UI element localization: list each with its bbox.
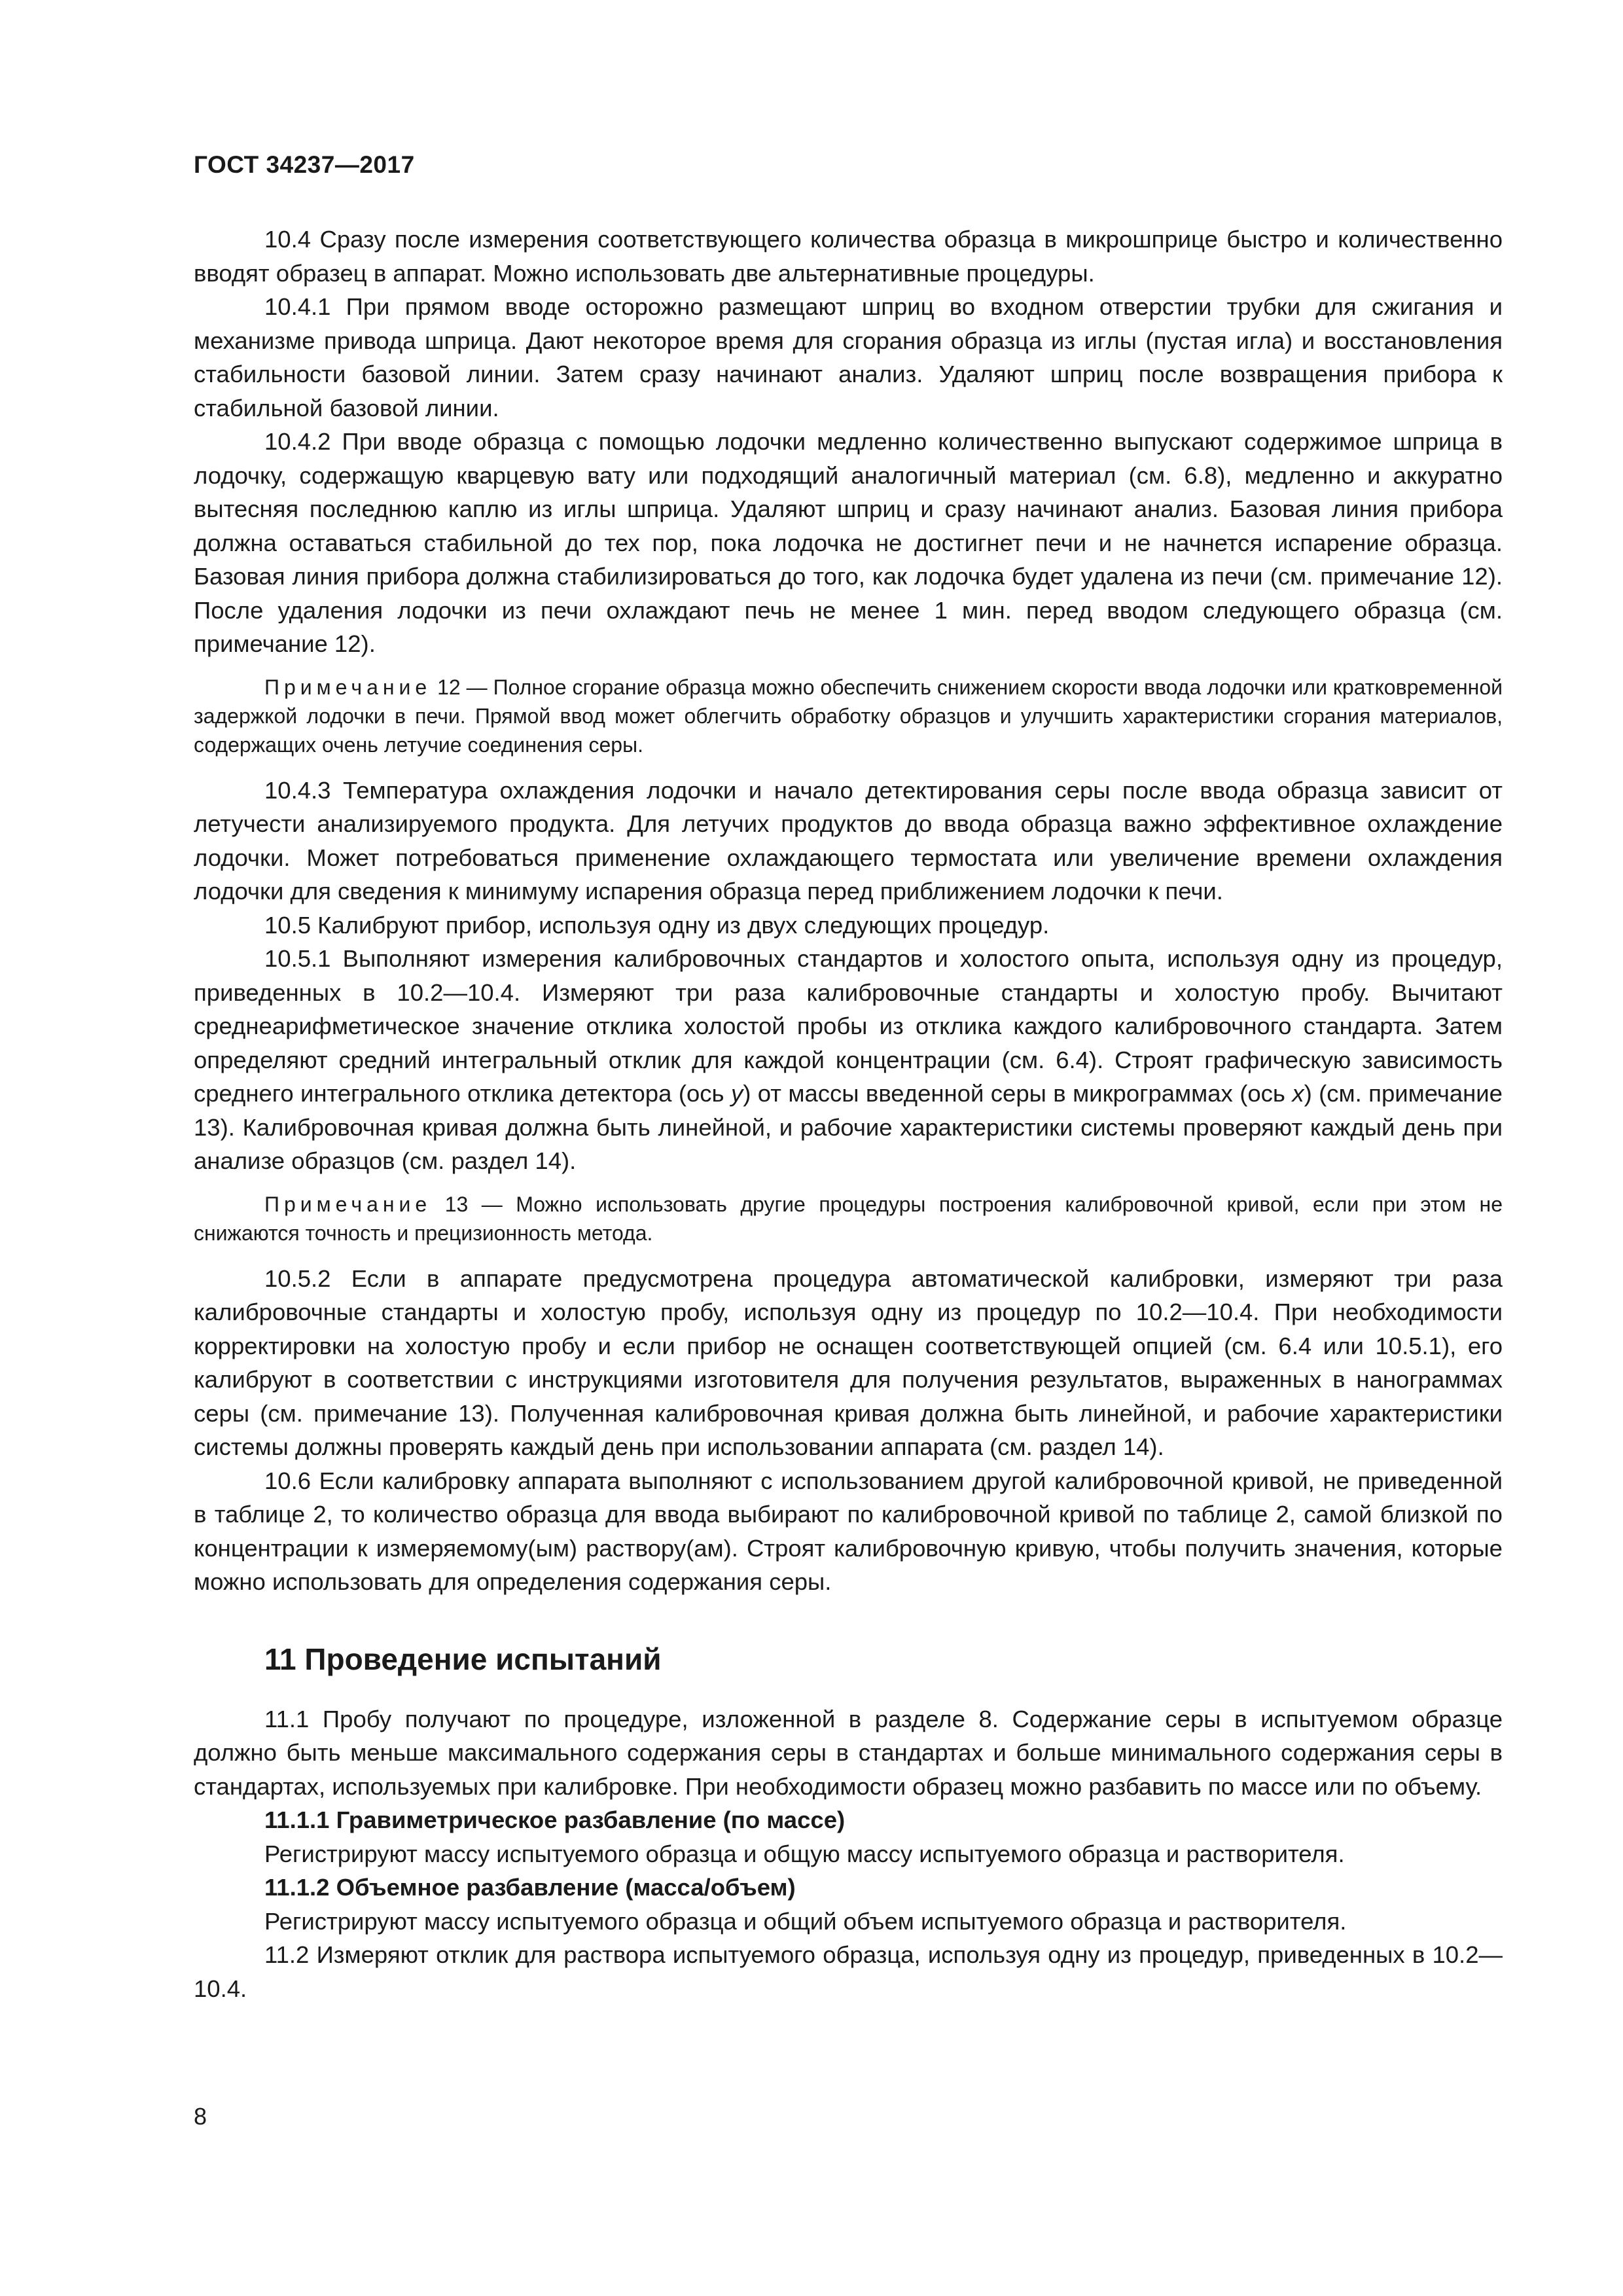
note-12-text: 12 — Полное сгорание образца можно обеспечить снижением скорости ввода лодочки или кратковременной задержкой лодочки в печи. Прямой ввод может облегчить обработку образцов и улучшить характеристики сгорания материалов, содержащих очень летучие соединения серы. [194, 675, 1503, 757]
paragraph-10-4-2: 10.4.2 При вводе образца с помощью лодочки медленно количественно выпускают содержимое шприца в лодочку, содержащую кварцевую вату или подходящий аналогичный материал (см. 6.8), медленно и аккуратно вытесняя последнюю каплю из иглы шприца. Удаляют шприц и сразу начинают анализ. Базовая линия прибора должна оставаться стабильной до тех пор, пока лодочка не достигнет печи и не начнется испарение образца. Базовая линия прибора должна стабилизироваться до того, как лодочка будет удалена из печи (см. примечание 12). После удаления лодочки из печи охлаждают печь не менее 1 мин. перед вводом следующего образца (см. примечание 12). [194, 428, 1503, 657]
paragraph-10-6: 10.6 Если калибровку аппарата выполняют с использованием другой калибровочной кривой, не приведенной в таблице 2, то количество образца для ввода выбирают по калибровочной кривой по таблице 2, самой близкой по концентрации к измеряемому(ым) раствору(ам). Строят калибровочную кривую, чтобы получить значения, которые можно использовать для определения содержания серы. [194, 1467, 1503, 1595]
paragraph-10-5-1-part-c: ) (см. примечание 13). Калибровочная кривая должна быть линейной, и рабочие характеристики системы проверяют каждый день при анализе образцов (см. раздел 14). [194, 1080, 1503, 1174]
document-header: ГОСТ 34237—2017 [194, 151, 415, 178]
paragraph-11-1-1-title: 11.1.1 Гравиметрическое разбавление (по массе) [264, 1806, 846, 1833]
page-content [194, 223, 1503, 2005]
note-12 [194, 673, 1503, 759]
paragraph-11-1-2-text: Регистрируют массу испытуемого образца и общий объем испытуемого образца и растворителя. [264, 1907, 1347, 1935]
paragraph-10-5-1-part-b: ) от массы введенной серы в микрограммах (ось [743, 1080, 1293, 1107]
paragraph-11-1: 11.1 Пробу получают по процедуре, изложенной в разделе 8. Содержание серы в испытуемом образце должно быть меньше максимального содержания серы в стандартах и больше минимального содержания серы в стандартах, используемых при калибровке. При необходимости образец можно разбавить по массе или по объему. [194, 1705, 1503, 1800]
axis-y-symbol: y [730, 1080, 743, 1107]
note-13-text: 13 — Можно использовать другие процедуры построения калибровочной кривой, если при этом не снижаются точность и прецизионность метода. [194, 1192, 1503, 1245]
note-12-label: Примечание [264, 675, 432, 699]
paragraph-11-2: 11.2 Измеряют отклик для раствора испытуемого образца, используя одну из процедур, приведенных в 10.2—10.4. [194, 1941, 1503, 2002]
paragraph-10-4-1: 10.4.1 При прямом вводе осторожно размещают шприц во входном отверстии трубки для сжигания и механизме привода шприца. Дают некоторое время для сгорания образца из иглы (пустая игла) и восстановления стабильности базовой линии. Затем сразу начинают анализ. Удаляют шприц после возвращения прибора к стабильной базовой линии. [194, 293, 1503, 422]
paragraph-10-5-2: 10.5.2 Если в аппарате предусмотрена процедура автоматической калибровки, измеряют три раза калибровочные стандарты и холостую пробу, используя одну из процедур по 10.2—10.4. При необходимости корректировки на холостую пробу и если прибор не оснащен соответствующей опцией (см. 6.4 или 10.5.1), его калибруют в соответствии с инструкциями изготовителя для получения результатов, выраженных в нанограммах серы (см. примечание 13). Полученная калибровочная кривая должна быть линейной, и рабочие характеристики системы должны проверять каждый день при использовании аппарата (см. раздел 14). [194, 1265, 1503, 1460]
paragraph-10-4-3: 10.4.3 Температура охлаждения лодочки и начало детектирования серы после ввода образца зависит от летучести анализируемого продукта. Для летучих продуктов до ввода образца важно эффективное охлаждение лодочки. Может потребоваться применение охлаждающего термостата или увеличение времени охлаждения лодочки для сведения к минимуму испарения образца перед приближением лодочки к печи. [194, 776, 1503, 905]
paragraph-11-1-1-text: Регистрируют массу испытуемого образца и общую массу испытуемого образца и растворителя. [264, 1840, 1345, 1867]
paragraph-10-5: 10.5 Калибруют прибор, используя одну из двух следующих процедур. [264, 911, 1050, 939]
paragraph-10-5-1-part-a: 10.5.1 Выполняют измерения калибровочных стандартов и холостого опыта, используя одну из процедур, приведенных в 10.2—10.4. Измеряют три раза калибровочные стандарты и холостую пробу. Вычитают среднеарифметическое значение отклика холостой пробы из отклика каждого калибровочного стандарта. Затем определяют средний интегральный отклик для каждой концентрации (см. 6.4). Строят графическую зависимость среднего интегрального отклика детектора (ось [194, 945, 1503, 1107]
note-13-label: Примечание [264, 1192, 432, 1216]
section-11-title: 11 Проведение испытаний [264, 1641, 662, 1676]
page-number: 8 [194, 2103, 207, 2130]
axis-x-symbol: x [1292, 1080, 1304, 1107]
paragraph-10-5-1 [194, 942, 1503, 1178]
paragraph-10-4: 10.4 Сразу после измерения соответствующего количества образца в микрошприце быстро и количественно вводят образец в аппарат. Можно использовать две альтернативные процедуры. [194, 226, 1503, 287]
paragraph-11-1-2-title: 11.1.2 Объемное разбавление (масса/объем) [264, 1874, 796, 1901]
note-13 [194, 1190, 1503, 1247]
